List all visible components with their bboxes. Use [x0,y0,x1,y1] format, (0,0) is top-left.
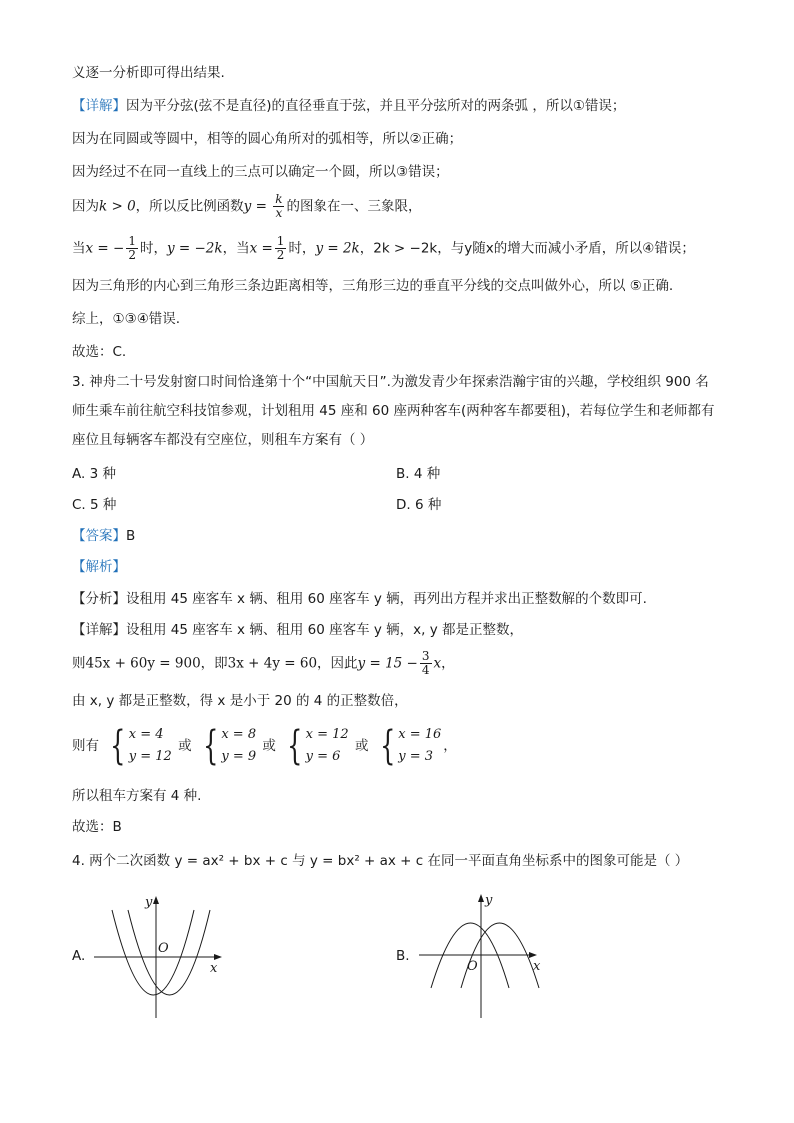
option-a: A. 3 种 [72,466,116,482]
fraction: $\frac{3}{4}$ [421,649,430,677]
equation-line: 则45x + 60y = 900，即3x + 4y = 60，因此y = 15 − $\frac{3}{4}$ x， [72,649,455,677]
graph-b-label: B. [396,948,410,964]
equation-system: { x = 8 y = 9 [202,723,257,769]
equation-system: { x = 16 y = 3 [379,723,442,769]
text-line: 当x = − $\frac{1}{2}$ 时，y = −2k，当x = $\frac{1}{2}$ 时，y = 2k，2k > −2k，与y随x的增大而减小矛盾，所以④错误； [72,234,695,262]
option-c: C. 5 种 [72,497,117,513]
question-3-line: 师生乘车前往航空科技馆参观，计划租用 45 座和 60 座两种客车(两种客车都要租)，若每位学生和老师都有 [72,403,715,419]
graph-b [415,888,555,1020]
equation-system: { x = 4 y = 12 [110,723,172,769]
systems-line: 则有 { x = 4 y = 12 或 { x = 8 y = 9 或 { x = 12 y = 6 或 { x = 16 y = 3 ， [72,723,457,769]
question-4-line: 4. 两个二次函数 y = ax² + bx + c 与 y = bx² + ax + c 在同一平面直角坐标系中的图象可能是（ ） [72,853,689,869]
graph-a [90,890,230,1020]
text-line: 故选：C. [72,344,127,360]
fraction: $\frac{k}{x}$ [275,192,283,220]
option-b: B. 4 种 [396,466,441,482]
text-line: 因为三角形的内心到三角形三条边距离相等，三角形三边的垂直平分线的交点叫做外心，所以 ⑤正确. [72,278,674,294]
condition-line: 由 x, y 都是正整数，得 x 是小于 20 的 4 的正整数倍， [72,693,408,709]
question-3-line: 座位且每辆客车都没有空座位，则租车方案有（ ） [72,432,374,448]
text-line: 【详解】因为平分弦(弦不是直径)的直径垂直于弦，并且平分弦所对的两条弧 ，所以①错误； [72,98,626,114]
svg-text:O: O [158,941,169,956]
answer-tag: 【答案】 [72,528,126,544]
svg-text:y: y [145,895,153,910]
fraction: $\frac{1}{2}$ [276,234,285,262]
text-line: 故选：B [72,819,122,835]
equation-system: { x = 12 y = 6 [287,723,349,769]
detail-tag: 【详解】 [72,98,126,114]
fraction: $\frac{1}{2}$ [128,234,136,262]
jiexi-tag: 【解析】 [72,559,126,575]
detail-line: 【详解】设租用 45 座客车 x 辆、租用 60 座客车 y 辆，x, y 都是正整数， [72,622,524,638]
svg-text:x: x [533,959,541,974]
svg-text:x: x [210,961,218,976]
question-3-line: 3. 神舟二十号发射窗口时间恰逢第十个“中国航天日”.为激发青少年探索浩瀚宇宙的兴趣，学校组织 900 名 [72,374,709,390]
text-line: 因为k > 0，所以反比例函数y = $\frac{k}{x}$ 的图象在一、三象限， [72,192,422,220]
svg-text:O: O [467,959,478,974]
text-line: 因为经过不在同一直线上的三点可以确定一个圆，所以③错误； [72,164,449,180]
option-d: D. 6 种 [396,497,442,513]
svg-text:y: y [485,893,493,908]
text-line: 因为在同圆或等圆中，相等的圆心角所对的弧相等，所以②正确； [72,131,463,147]
text-line: 综上，①③④错误. [72,311,181,327]
jiexi-line [72,558,126,576]
graph-a-label: A. [72,948,86,964]
answer-line: 【答案】B [72,528,136,544]
text-line: 所以租车方案有 4 种. [72,788,202,804]
text-line: 义逐一分析即可得出结果. [72,65,225,81]
analysis-line: 【分析】设租用 45 座客车 x 辆、租用 60 座客车 y 辆，再列出方程并求出正整数解的个数即可. [72,591,647,607]
